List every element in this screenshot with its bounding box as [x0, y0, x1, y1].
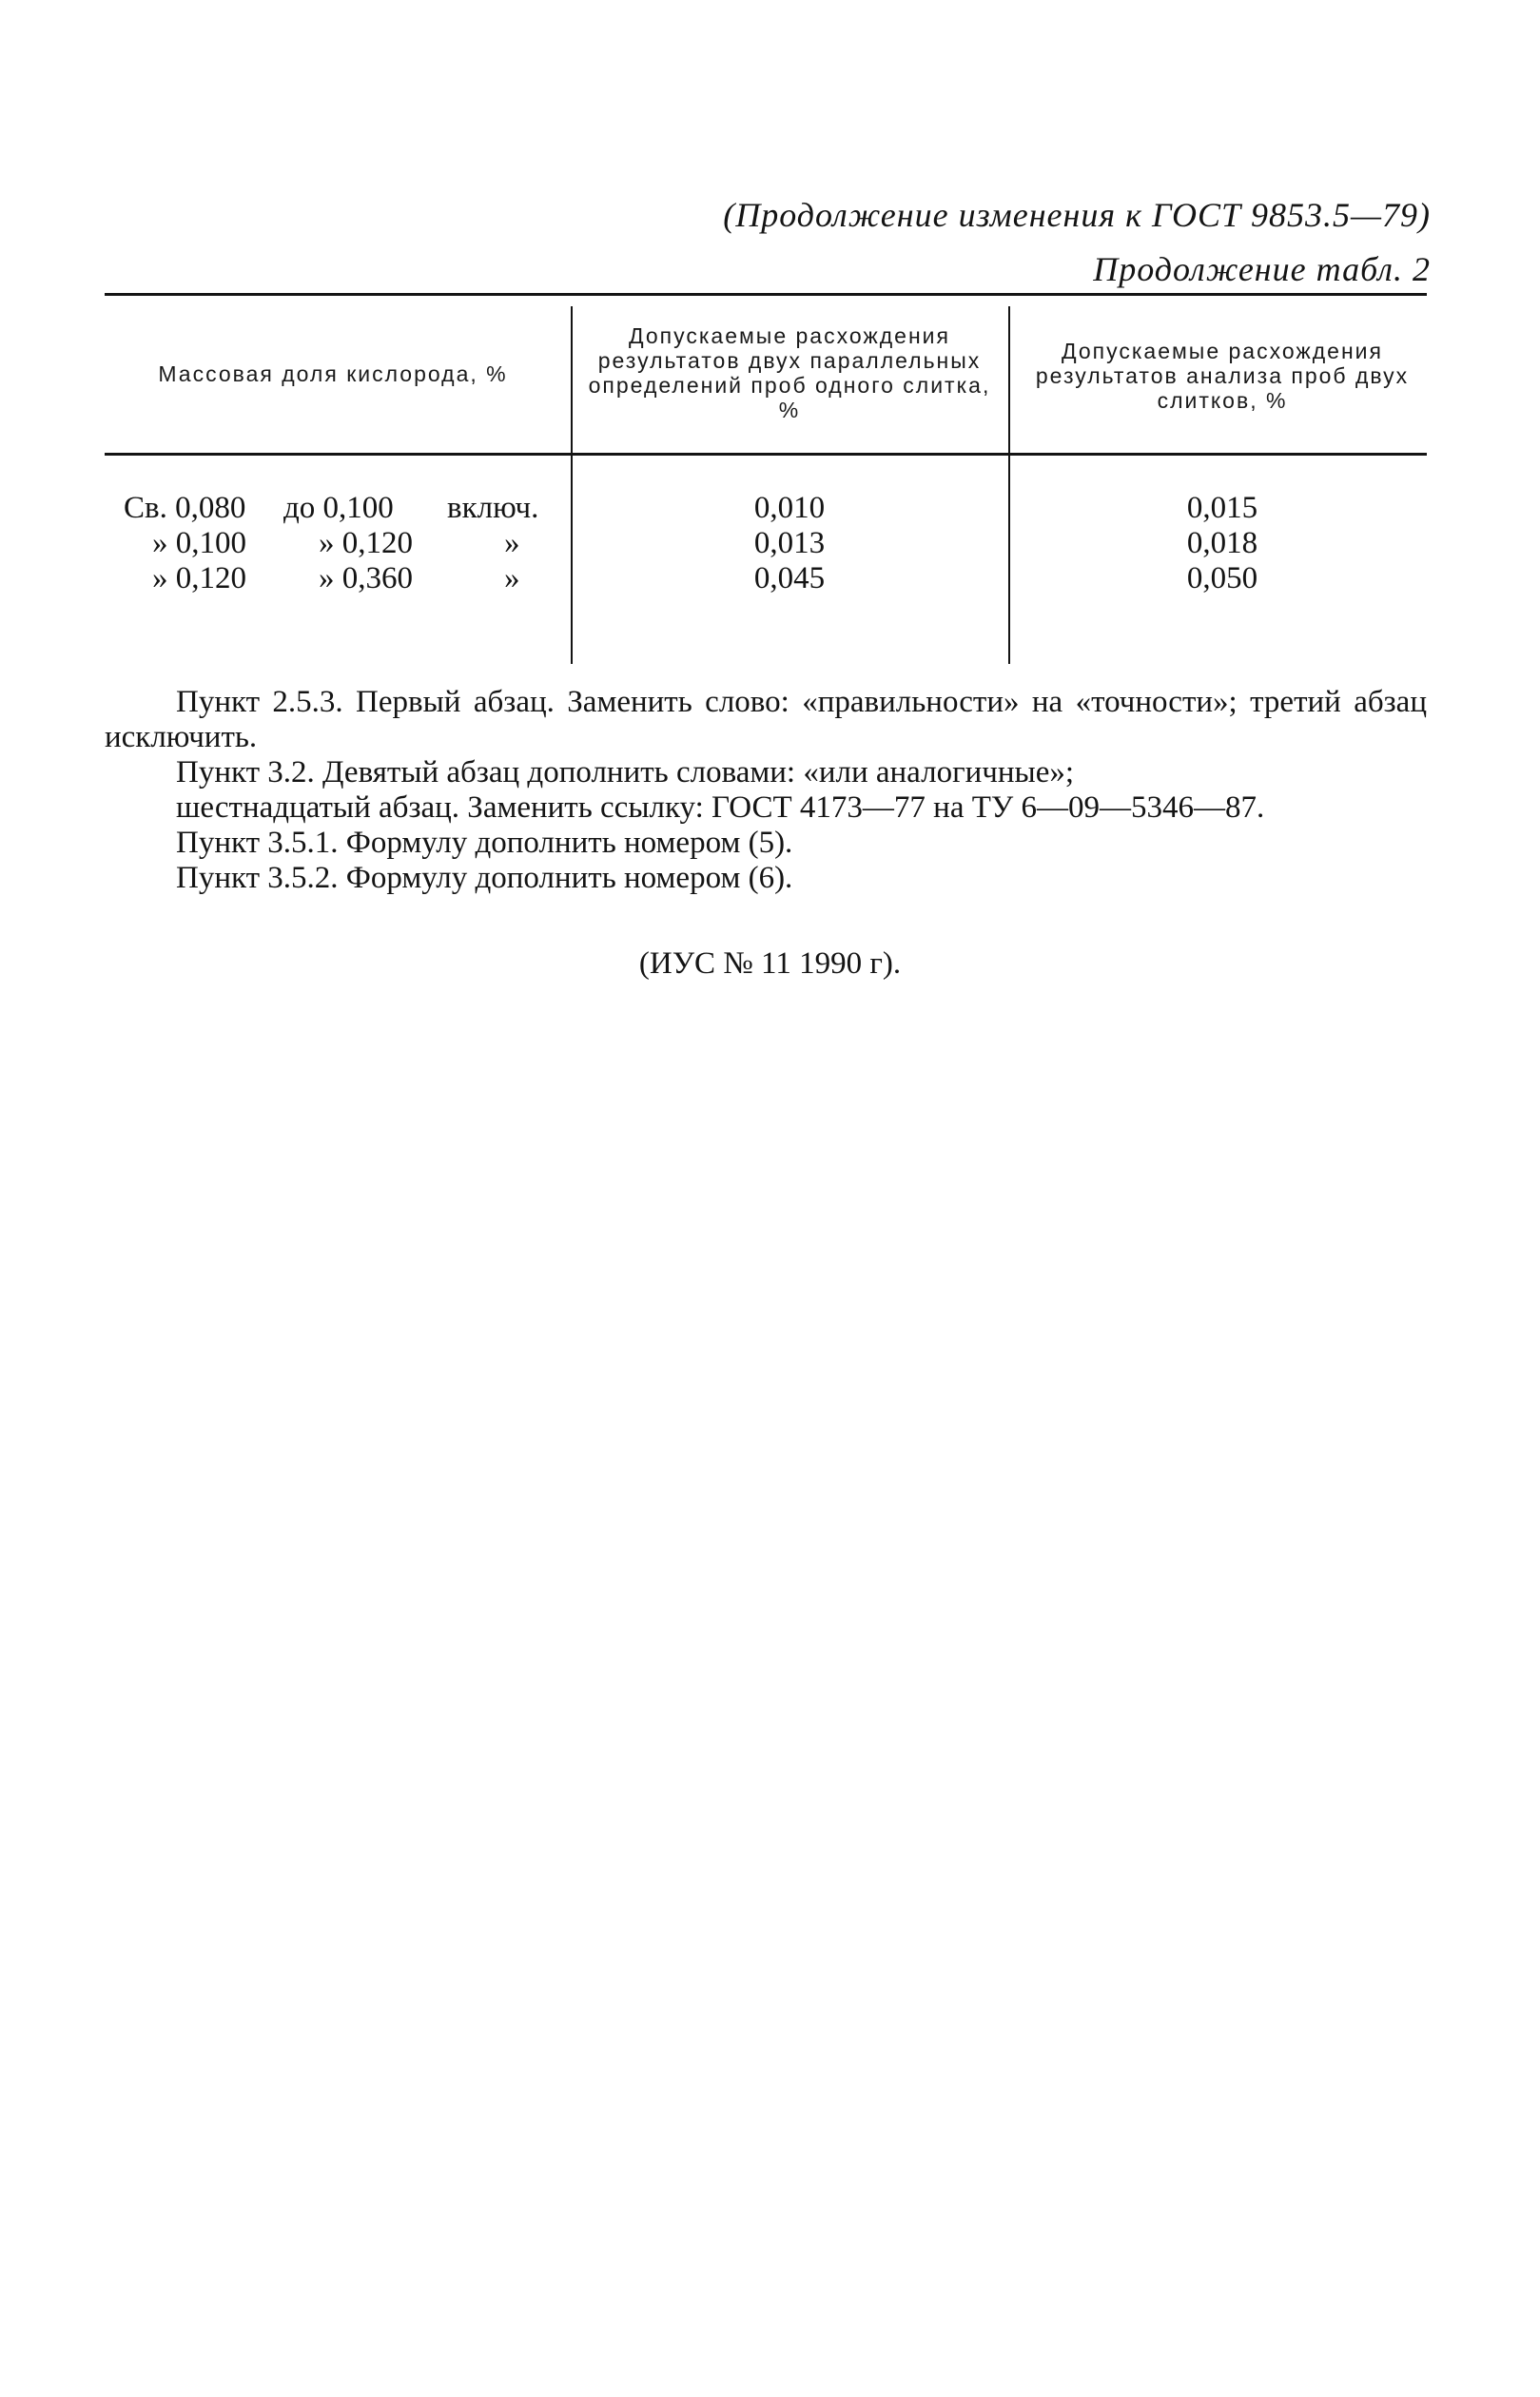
table-row	[124, 526, 561, 561]
oxygen-tolerance-table	[105, 293, 1427, 664]
ingot-tolerance-column	[1018, 491, 1427, 596]
range-from: » 0,100	[152, 526, 246, 560]
column-header-parallel-tolerance: Допускаемые расхождения результатов двух параллельных определений проб одного слитка, %	[588, 323, 991, 422]
table-cell: 0,050	[1186, 561, 1258, 595]
source-reference: (ИУС № 11 1990 г).	[638, 946, 902, 981]
range-suffix: включ.	[447, 491, 539, 525]
paragraph: Пункт 3.2. Девятый абзац дополнить словами: «или аналогичные»;	[176, 755, 1075, 789]
table-top-rule	[105, 293, 1427, 296]
table-cell: 0,015	[1186, 491, 1258, 525]
table-continuation-heading: Продолжение табл. 2	[1093, 250, 1431, 288]
table-header-rule	[105, 453, 1427, 456]
table-cell: 0,013	[753, 526, 826, 560]
paragraph: Пункт 3.5.2. Формулу дополнить номером (6).	[176, 861, 793, 895]
amendment-paragraphs	[105, 685, 1427, 896]
column-divider	[571, 306, 573, 664]
table-cell: 0,018	[1186, 526, 1258, 560]
table-cell: 0,010	[753, 491, 826, 525]
paragraph: Пункт 2.5.3. Первый абзац. Заменить слово: «правильности» на «точности»; третий абзац исключить.	[105, 685, 1427, 754]
range-to: » 0,120	[319, 526, 413, 560]
range-from: Св. 0,080	[124, 491, 246, 525]
range-to: » 0,360	[319, 561, 413, 595]
column-divider	[1008, 306, 1010, 664]
column-header-oxygen-fraction: Массовая доля кислорода, %	[158, 361, 508, 386]
table-row	[124, 491, 561, 526]
paragraph: шестнадцатый абзац. Заменить ссылку: ГОСТ 4173—77 на ТУ 6—09—5346—87.	[176, 790, 1265, 825]
amendment-continuation-heading: (Продолжение изменения к ГОСТ 9853.5—79)	[723, 196, 1431, 234]
range-suffix: »	[504, 526, 520, 560]
range-from: » 0,120	[152, 561, 246, 595]
paragraph: Пункт 3.5.1. Формулу дополнить номером (5).	[176, 826, 793, 860]
range-to: до 0,100	[283, 491, 394, 525]
table-row	[124, 561, 561, 596]
column-header-ingot-tolerance: Допускаемые расхождения результатов анализа проб двух слитков, %	[1035, 339, 1410, 413]
parallel-tolerance-column	[580, 491, 999, 596]
range-suffix: »	[504, 561, 520, 595]
table-cell: 0,045	[753, 561, 826, 595]
oxygen-range-column	[124, 491, 561, 596]
